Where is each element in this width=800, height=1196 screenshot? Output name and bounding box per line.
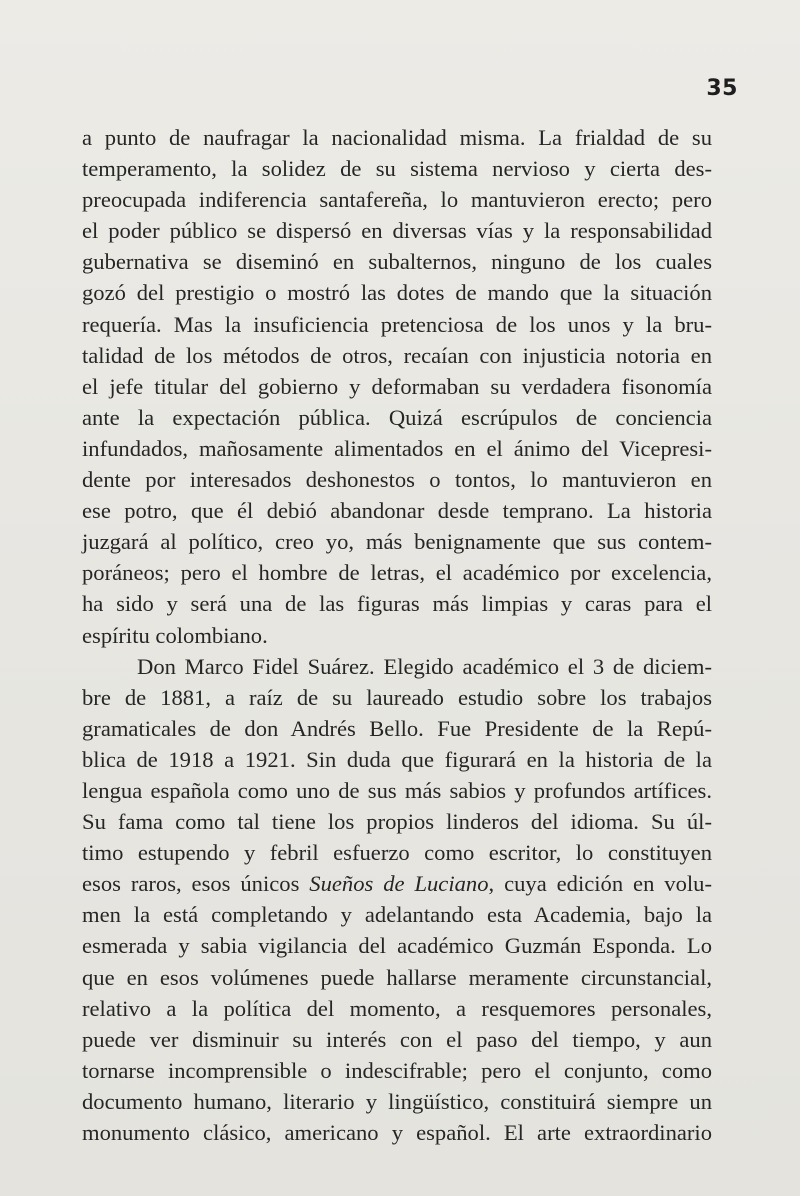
text-line: que en esos volúmenes puede hallarse meramente circunstancial, — [82, 964, 712, 990]
text-line: Su fama como tal tiene los propios linderos del idioma. Su úl- — [82, 809, 712, 835]
text-line: el jefe titular del gobierno y deformaban su verdadera fisonomía — [82, 373, 712, 399]
text-line: esmerada y sabia vigilancia del académico Guzmán Esponda. Lo — [82, 933, 712, 959]
text-line-with-title — [82, 868, 712, 899]
text-line: ese potro, que él debió abandonar desde temprano. La historia — [82, 498, 712, 524]
text-line: tornarse incomprensible o indescifrable; pero el conjunto, como — [82, 1057, 712, 1083]
text-line: bre de 1881, a raíz de su laureado estudio sobre los trabajos — [82, 684, 712, 710]
text-line: monumento clásico, americano y español. El arte extraordinario — [82, 1120, 712, 1145]
text-line: documento humano, literario y lingüístico, constituirá siempre un — [82, 1088, 712, 1114]
text-line: puede ver disminuir su interés con el paso del tiempo, y aun — [82, 1026, 712, 1052]
line-suffix: , cuya edición en volu- — [488, 871, 712, 897]
text-line: gubernativa se diseminó en subalternos, ninguno de los cuales — [82, 249, 712, 275]
text-line: dente por interesados deshonestos o tontos, lo mantuvieron en — [82, 467, 712, 493]
text-line: a punto de naufragar la nacionalidad misma. La frialdad de su — [82, 125, 712, 150]
page-number: 35 — [706, 76, 738, 101]
text-line: el poder público se dispersó en diversas vías y la responsabilidad — [82, 218, 712, 244]
text-line: juzgará al político, creo yo, más benignamente que sus contem- — [82, 529, 712, 555]
text-line: preocupada indiferencia santafereña, lo mantuvieron erecto; pero — [82, 187, 712, 213]
paragraph-start-line: Don Marco Fidel Suárez. Elegido académico el 3 de diciem- — [137, 653, 712, 679]
text-line: blica de 1918 a 1921. Sin duda que figurará en la historia de la — [82, 746, 712, 772]
text-line: poráneos; pero el hombre de letras, el académico por excelencia, — [82, 560, 712, 586]
text-line: gramaticales de don Andrés Bello. Fue Presidente de la Repú- — [82, 715, 712, 741]
book-title: Sueños de Luciano — [309, 871, 489, 897]
text-line: talidad de los métodos de otros, recaían con injusticia notoria en — [82, 342, 712, 368]
text-line: ante la expectación pública. Quizá escrúpulos de conciencia — [82, 404, 712, 430]
text-line: gozó del prestigio o mostró las dotes de mando que la situación — [82, 280, 712, 306]
body-text — [82, 122, 712, 1148]
text-line: relativo a la política del momento, a resquemores personales, — [82, 995, 712, 1021]
paragraph-end-line: espíritu colombiano. — [82, 622, 268, 648]
line-prefix: esos raros, esos únicos — [82, 871, 310, 897]
text-line: requería. Mas la insuficiencia pretenciosa de los unos y la bru- — [82, 311, 712, 337]
text-line: lengua española como uno de sus más sabios y profundos artífices. — [82, 777, 712, 803]
text-line: temperamento, la solidez de su sistema nervioso y cierta des- — [82, 156, 712, 182]
text-line: men la está completando y adelantando esta Academia, bajo la — [82, 902, 712, 928]
text-line: infundados, mañosamente alimentados en el ánimo del Vicepresi- — [82, 435, 712, 461]
text-line: timo estupendo y febril esfuerzo como escritor, lo constituyen — [82, 840, 712, 866]
text-line: ha sido y será una de las figuras más limpias y caras para el — [82, 591, 712, 617]
